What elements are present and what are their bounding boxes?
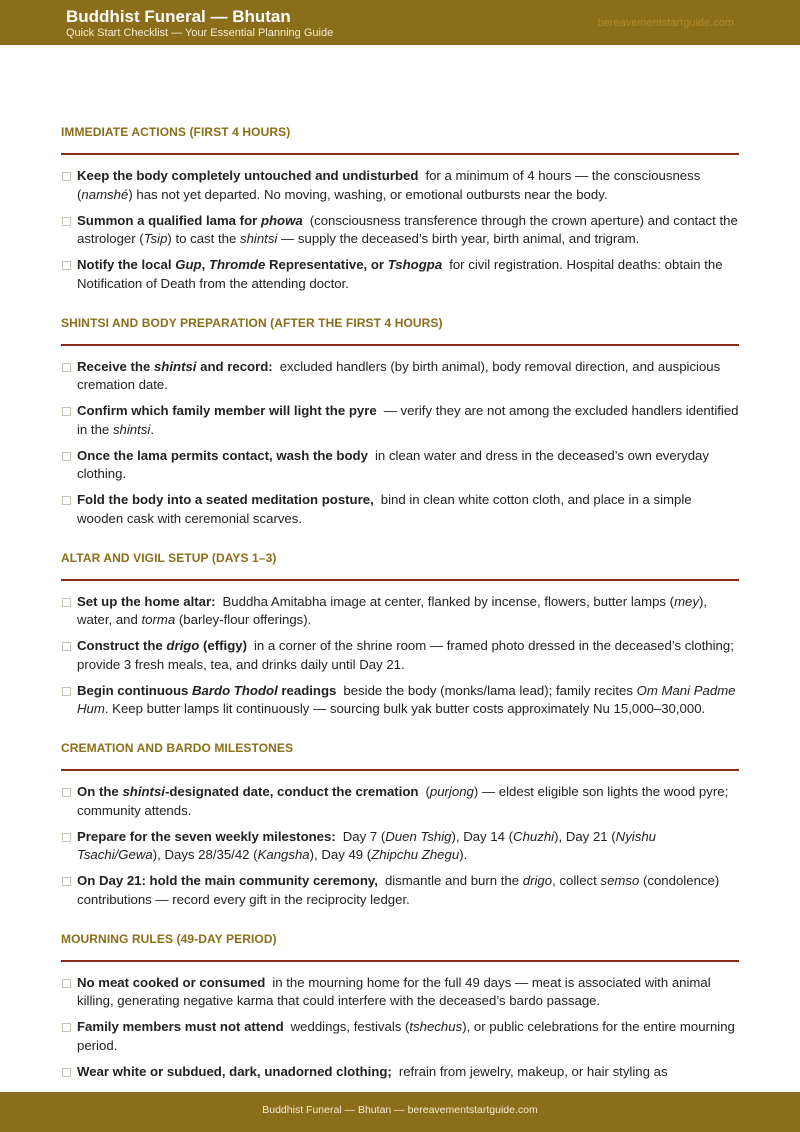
page-header xyxy=(0,0,800,45)
page-title: Buddhist Funeral — Bhutan xyxy=(66,7,291,26)
checklist-item: Fold the body into a seated meditation posture, bind in clean white cotton cloth, and place in a simple wooden cask with ceremonial scarves. xyxy=(61,491,739,528)
header-url[interactable]: bereavementstartguide.com xyxy=(597,17,734,29)
checklist-item: Receive the shintsi and record: excluded handlers (by birth animal), body removal direction, and auspicious cremation date. xyxy=(61,358,739,395)
checkbox[interactable] xyxy=(62,261,71,270)
checkbox[interactable] xyxy=(62,788,71,797)
checklist-item: Notify the local Gup, Thromde Representative, or Tshogpa for civil registration. Hospital deaths: obtain the Notification of Death from the attending doctor. xyxy=(61,256,739,293)
checklist-item: Once the lama permits contact, wash the body in clean water and dress in the deceased’s own everyday clothing. xyxy=(61,447,739,484)
page-subtitle: Quick Start Checklist — Your Essential Planning Guide xyxy=(66,27,334,39)
section-immediate-actions xyxy=(61,124,739,293)
checklist-item: Keep the body completely untouched and undisturbed for a minimum of 4 hours — the consciousness (namshé) has not yet departed. No moving, washing, or emotional outbursts near the body. xyxy=(61,167,739,204)
checkbox[interactable] xyxy=(62,363,71,372)
checkbox[interactable] xyxy=(62,642,71,651)
checkbox[interactable] xyxy=(62,452,71,461)
section-heading: IMMEDIATE ACTIONS (FIRST 4 HOURS) xyxy=(61,125,291,139)
checkbox[interactable] xyxy=(62,407,71,416)
checklist-item: Summon a qualified lama for phowa (consciousness transference through the crown aperture) and contact the astrologer (Tsip) to cast the shintsi — supply the deceased’s birth year, birth animal, and trigram. xyxy=(61,212,739,249)
section-heading: ALTAR AND VIGIL SETUP (DAYS 1–3) xyxy=(61,550,277,565)
section-divider xyxy=(61,579,739,581)
section-divider xyxy=(61,153,739,155)
checkbox[interactable] xyxy=(62,496,71,505)
checkbox[interactable] xyxy=(62,598,71,607)
checkbox[interactable] xyxy=(62,687,71,696)
section-shintsi-body-preparation xyxy=(61,315,739,529)
checklist-item: On Day 21: hold the main community ceremony, dismantle and burn the drigo, collect semso (condolence) contributions — record every gift in the reciprocity ledger. xyxy=(61,872,739,909)
checklist-item: On the shintsi-designated date, conduct the cremation (purjong) — eldest eligible son lights the wood pyre; community attends. xyxy=(61,783,739,820)
section-heading: MOURNING RULES (49-DAY PERIOD) xyxy=(61,931,277,946)
checkbox[interactable] xyxy=(62,172,71,181)
section-heading: SHINTSI AND BODY PREPARATION (AFTER THE FIRST 4 HOURS) xyxy=(61,315,443,330)
checklist-content xyxy=(61,124,739,1089)
checklist-item: Set up the home altar: Buddha Amitabha image at center, flanked by incense, flowers, butter lamps (mey), water, and torma (barley-flour offerings). xyxy=(61,593,739,630)
checkbox[interactable] xyxy=(62,833,71,842)
section-mourning-rules xyxy=(61,931,739,1082)
checkbox[interactable] xyxy=(62,877,71,886)
checkbox[interactable] xyxy=(62,217,71,226)
checkbox[interactable] xyxy=(62,1023,71,1032)
checklist-item: Prepare for the seven weekly milestones: Day 7 (Duen Tshig), Day 14 (Chuzhi), Day 21 (Nyishu Tsachi/Gewa), Days 28/35/42 (Kangsha), Day 49 (Zhipchu Zhegu). xyxy=(61,828,739,865)
checklist-item: No meat cooked or consumed in the mourning home for the full 49 days — meat is associated with animal killing, generating negative karma that could interfere with the deceased’s bardo passage. xyxy=(61,974,739,1011)
section-cremation-bardo-milestones xyxy=(61,740,739,909)
section-divider xyxy=(61,960,739,962)
checklist-item: Wear white or subdued, dark, unadorned clothing; refrain from jewelry, makeup, or hair styling as xyxy=(61,1063,739,1082)
checkbox[interactable] xyxy=(62,979,71,988)
checklist-item: Begin continuous Bardo Thodol readings beside the body (monks/lama lead); family recites Om Mani Padme Hum. Keep butter lamps lit continuously — sourcing bulk yak butter costs approximately Nu 15,000–30,000. xyxy=(61,682,739,719)
section-divider xyxy=(61,769,739,771)
page-footer xyxy=(0,1092,800,1132)
section-altar-vigil-setup xyxy=(61,550,739,719)
checklist-item: Construct the drigo (effigy) in a corner of the shrine room — framed photo dressed in the deceased’s clothing; provide 3 fresh meals, tea, and drinks daily until Day 21. xyxy=(61,637,739,674)
section-heading: CREMATION AND BARDO MILESTONES xyxy=(61,741,294,755)
footer-text: Buddhist Funeral — Bhutan — bereavementstartguide.com xyxy=(262,1104,538,1116)
section-divider xyxy=(61,344,739,346)
checkbox[interactable] xyxy=(62,1068,71,1077)
checklist-item: Confirm which family member will light the pyre — verify they are not among the excluded handlers identified in the shintsi. xyxy=(61,402,739,439)
checklist-item: Family members must not attend weddings, festivals (tshechus), or public celebrations for the entire mourning period. xyxy=(61,1018,739,1055)
